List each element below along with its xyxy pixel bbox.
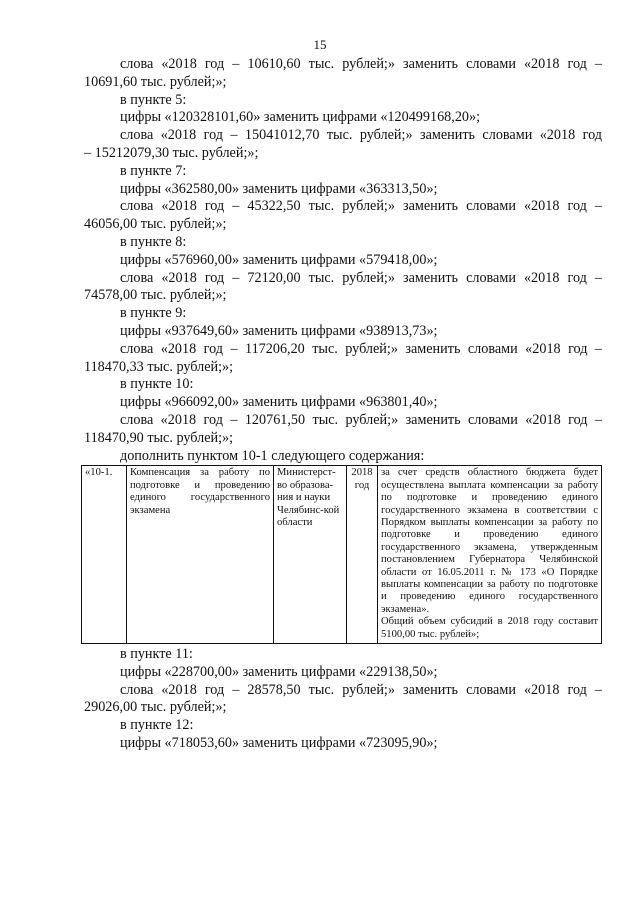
page-number: 15	[313, 37, 327, 52]
paragraph-line: в пункте 8:	[120, 233, 187, 250]
paragraph-line: слова «2018 год – 120761,50 тыс. рублей;» заменить словами «2018 год –	[120, 411, 602, 428]
paragraph-line: слова «2018 год – 45322,50 тыс. рублей;» заменить словами «2018 год –	[120, 198, 602, 215]
subsidy-total: Общий объем субсидий в 2018 году составит 5100,00 тыс. рублей»;	[381, 616, 598, 640]
table-row	[82, 466, 602, 644]
paragraph-line: цифры «120328101,60» заменить цифрами «120499168,20»;	[120, 109, 481, 126]
paragraph-line: дополнить пунктом 10-1 следующего содержания:	[120, 447, 425, 464]
amendments-after-table	[84, 646, 602, 753]
paragraph-line: цифры «937649,60» заменить цифрами «938913,73»;	[120, 322, 438, 339]
funding-source-cell	[378, 466, 602, 644]
paragraph-line: 29026,00 тыс. рублей;»;	[84, 699, 227, 716]
paragraph-line: в пункте 10:	[120, 376, 194, 393]
paragraph-line: 118470,90 тыс. рублей;»;	[84, 429, 234, 446]
paragraph-line: в пункте 5:	[120, 91, 187, 108]
paragraph-line: 118470,33 тыс. рублей;»;	[84, 358, 234, 375]
paragraph-line: слова «2018 год – 10610,60 тыс. рублей;» заменить словами «2018 год –	[120, 56, 602, 72]
item-name-cell: Компенсация за работу по подготовке и проведению единого государственного экзамена	[127, 466, 274, 644]
ministry-cell: Министерст-во образова-ния и науки Челябинс-кой области	[274, 466, 347, 644]
paragraph-line: цифры «576960,00» заменить цифрами «579418,00»;	[120, 251, 438, 268]
amendments-before-table	[84, 56, 602, 465]
paragraph-line: слова «2018 год – 117206,20 тыс. рублей;» заменить словами «2018 год –	[120, 340, 602, 357]
year-cell: 2018 год	[347, 466, 378, 644]
document-body	[84, 56, 602, 753]
item-number-cell: «10-1.	[82, 466, 127, 644]
paragraph-line: в пункте 9:	[120, 305, 187, 322]
paragraph-line: 10691,60 тыс. рублей;»;	[84, 73, 227, 90]
paragraph-line: в пункте 11:	[120, 646, 193, 663]
paragraph-line: цифры «228700,00» заменить цифрами «229138,50»;	[120, 663, 438, 680]
paragraph-line: цифры «718053,60» заменить цифрами «723095,90»;	[120, 735, 438, 751]
paragraph-line: 46056,00 тыс. рублей;»;	[84, 216, 227, 233]
paragraph-line: – 15212079,30 тыс. рублей;»;	[84, 144, 259, 161]
paragraph-line: цифры «966092,00» заменить цифрами «963801,40»;	[120, 394, 438, 411]
paragraph-line: цифры «362580,00» заменить цифрами «363313,50»;	[120, 180, 438, 197]
funding-description: за счет средств областного бюджета будет осуществлена выплата компенсации за работу по подготовке и проведению единого государственного экзамена в соответствии с Порядком выплаты компенсации за работу по подготовке и проведению единого государственного экзамена, утвержденным постановлением Губернатора Челябинской области от 16.05.2011 г. № 173 «О Порядке выплаты компенсации за работу по подготовке и проведению единого государственного экзамена».	[381, 467, 598, 615]
paragraph-line: 74578,00 тыс. рублей;»;	[84, 287, 227, 304]
paragraph-line: слова «2018 год – 28578,50 тыс. рублей;» заменить словами «2018 год –	[120, 681, 602, 698]
paragraph-line: в пункте 7:	[120, 162, 187, 179]
paragraph-line: в пункте 12:	[120, 717, 194, 734]
inserted-item-table	[81, 465, 602, 644]
paragraph-line: слова «2018 год – 15041012,70 тыс. рублей;» заменить словами «2018 год	[120, 127, 602, 144]
paragraph-line: слова «2018 год – 72120,00 тыс. рублей;» заменить словами «2018 год –	[120, 269, 602, 286]
